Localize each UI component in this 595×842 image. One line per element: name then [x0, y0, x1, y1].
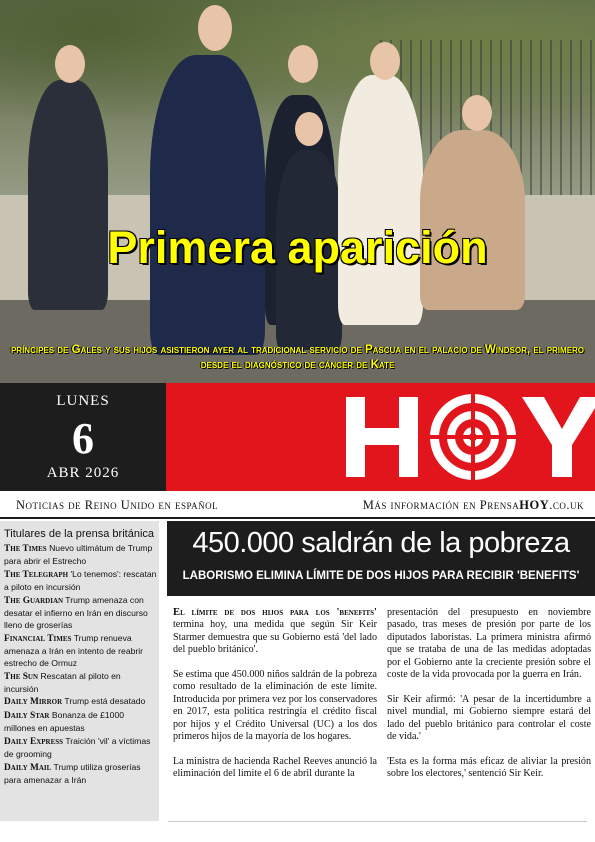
story-paragraph: Sir Keir afirmó: 'A pesar de la incertidumbre a nivel mundial, mi Gobierno siempre estará del lado del pueblo británico para controlar el coste de vida.'	[387, 693, 591, 743]
press-headline-item	[4, 695, 157, 708]
press-headline-item	[4, 568, 157, 593]
photo-person	[338, 75, 423, 325]
press-source: The Sun	[4, 671, 39, 682]
photo-person-head	[198, 5, 232, 51]
date-box	[0, 383, 166, 491]
press-headline-text: Bonanza de £1000 millones en apuestas	[4, 709, 125, 734]
press-headline-item	[4, 670, 157, 695]
divider	[0, 517, 595, 519]
target-icon	[430, 394, 516, 480]
sidebar-heading: Titulares de la prensa británica	[4, 528, 155, 540]
press-source: The Telegraph	[4, 569, 69, 580]
logo-letter-h	[346, 397, 418, 477]
press-headline-item	[4, 632, 157, 670]
press-list	[4, 542, 157, 786]
press-headline-text: Nuevo ultimátum de Trump para abrir el Estrecho	[4, 543, 153, 567]
story-paragraph: presentación del presupuesto en noviembre pasado, tras meses de presión por parte de los diputados laboristas. La primera ministra afirmó que se trataba de una de las medidas adoptadas por el Gobierno ante la creciente presión sobre el coste de la vida provocada por la guerra en Irán.	[387, 607, 591, 681]
photo-person-head	[370, 42, 400, 80]
press-source: Daily Mail	[4, 762, 52, 773]
press-source: The Guardian	[4, 595, 64, 606]
press-headline-text: Trump amenaza con desatar el infierno en Irán en discurso lleno de groserías	[4, 594, 148, 630]
press-source: The Times	[4, 544, 47, 554]
story-paragraph	[173, 607, 377, 657]
press-source: Daily Star	[4, 710, 50, 721]
bottom-rule	[168, 821, 587, 822]
story-paragraph: 'Esta es la forma más eficaz de aliviar la presión sobre los electores,' sentenció Sir Keir.	[387, 755, 591, 780]
story-title-bar	[167, 521, 595, 596]
hoy-logo	[346, 383, 595, 491]
press-headline-text: Trump utiliza groserías para amenazar a Irán	[4, 761, 141, 785]
press-source: Daily Express	[4, 736, 64, 747]
story-paragraph: Se estima que 450.000 niños saldrán de la pobreza como resultado de la eliminación de este límite. Introducida por primera vez por los conservadores en 2017, esta política restringía el crédito fiscal por hijos y el Crédito Universal (UC) a los dos primeros hijos de la mayoría de los hogares.	[173, 669, 377, 743]
press-headline-item	[4, 761, 157, 786]
photo-person	[420, 130, 525, 310]
photo-person-head	[295, 112, 323, 146]
photo-person	[150, 55, 265, 355]
story-column-2	[387, 607, 591, 793]
story-lead: El límite de dos hijos para los 'benefits'	[173, 607, 377, 618]
website-suffix: .co.uk	[549, 498, 584, 512]
website-prefix: Más información en Prensa	[362, 498, 520, 512]
photo-person-head	[55, 45, 85, 83]
story-subtitle: LABORISMO ELIMINA LÍMITE DE DOS HIJOS PARA RECIBIR 'BENEFITS'	[182, 570, 580, 582]
story-paragraph: La ministra de hacienda Rachel Reeves anunció la eliminación del límite el 6 de abril durante la	[173, 755, 377, 780]
tagline-left: Noticias de Reino Unido en español	[16, 498, 219, 512]
website-brand: HOY	[519, 498, 550, 512]
press-source: Daily Mirror	[4, 697, 63, 708]
story-column-1	[173, 607, 377, 793]
press-headline-item	[4, 542, 157, 567]
story-lead-rest: termina hoy, una medida que según Sir Keir Starmer demuestra que su Gobierno está 'del lado del pueblo británico'.	[173, 619, 377, 656]
masthead-logo	[166, 383, 595, 491]
day-number: 6	[72, 414, 94, 463]
month-year: ABR 2026	[46, 465, 120, 481]
press-headline-item	[4, 735, 157, 760]
logo-letter-y	[522, 397, 595, 477]
press-source: Financial Times	[4, 633, 72, 644]
tagline-bar	[16, 498, 584, 514]
cover-headline: Primera aparición	[107, 222, 488, 273]
press-headline-text: Traición 'vil' a víctimas de grooming	[4, 735, 151, 759]
photo-person-head	[462, 95, 492, 131]
weekday: LUNES	[56, 393, 110, 409]
press-headline-text: 'Lo tenemos': rescatan a piloto en incursión	[4, 568, 157, 592]
press-headline-text: Rescatan al piloto en incursión	[4, 670, 121, 694]
cover-caption: príncipes de Gales y sus hijos asistieron ayer al tradicional servicio de Pascua en el palacio de Windsor, el primero desde el diagnóstico de cáncer de Kate	[10, 344, 585, 371]
press-headline-item	[4, 594, 157, 632]
press-headlines-sidebar	[0, 521, 159, 821]
website-link[interactable]	[363, 498, 584, 513]
story-title: 450.000 saldrán de la pobreza	[192, 527, 570, 559]
cover-photo	[0, 0, 595, 383]
photo-person-head	[288, 45, 318, 83]
photo-person	[28, 80, 108, 310]
press-headline-item	[4, 709, 157, 734]
press-headline-text: Trump está desatado	[64, 696, 146, 707]
press-headline-text: Trump renueva amenaza a Irán en intento de reabrir estrecho de Ormuz	[4, 632, 144, 668]
